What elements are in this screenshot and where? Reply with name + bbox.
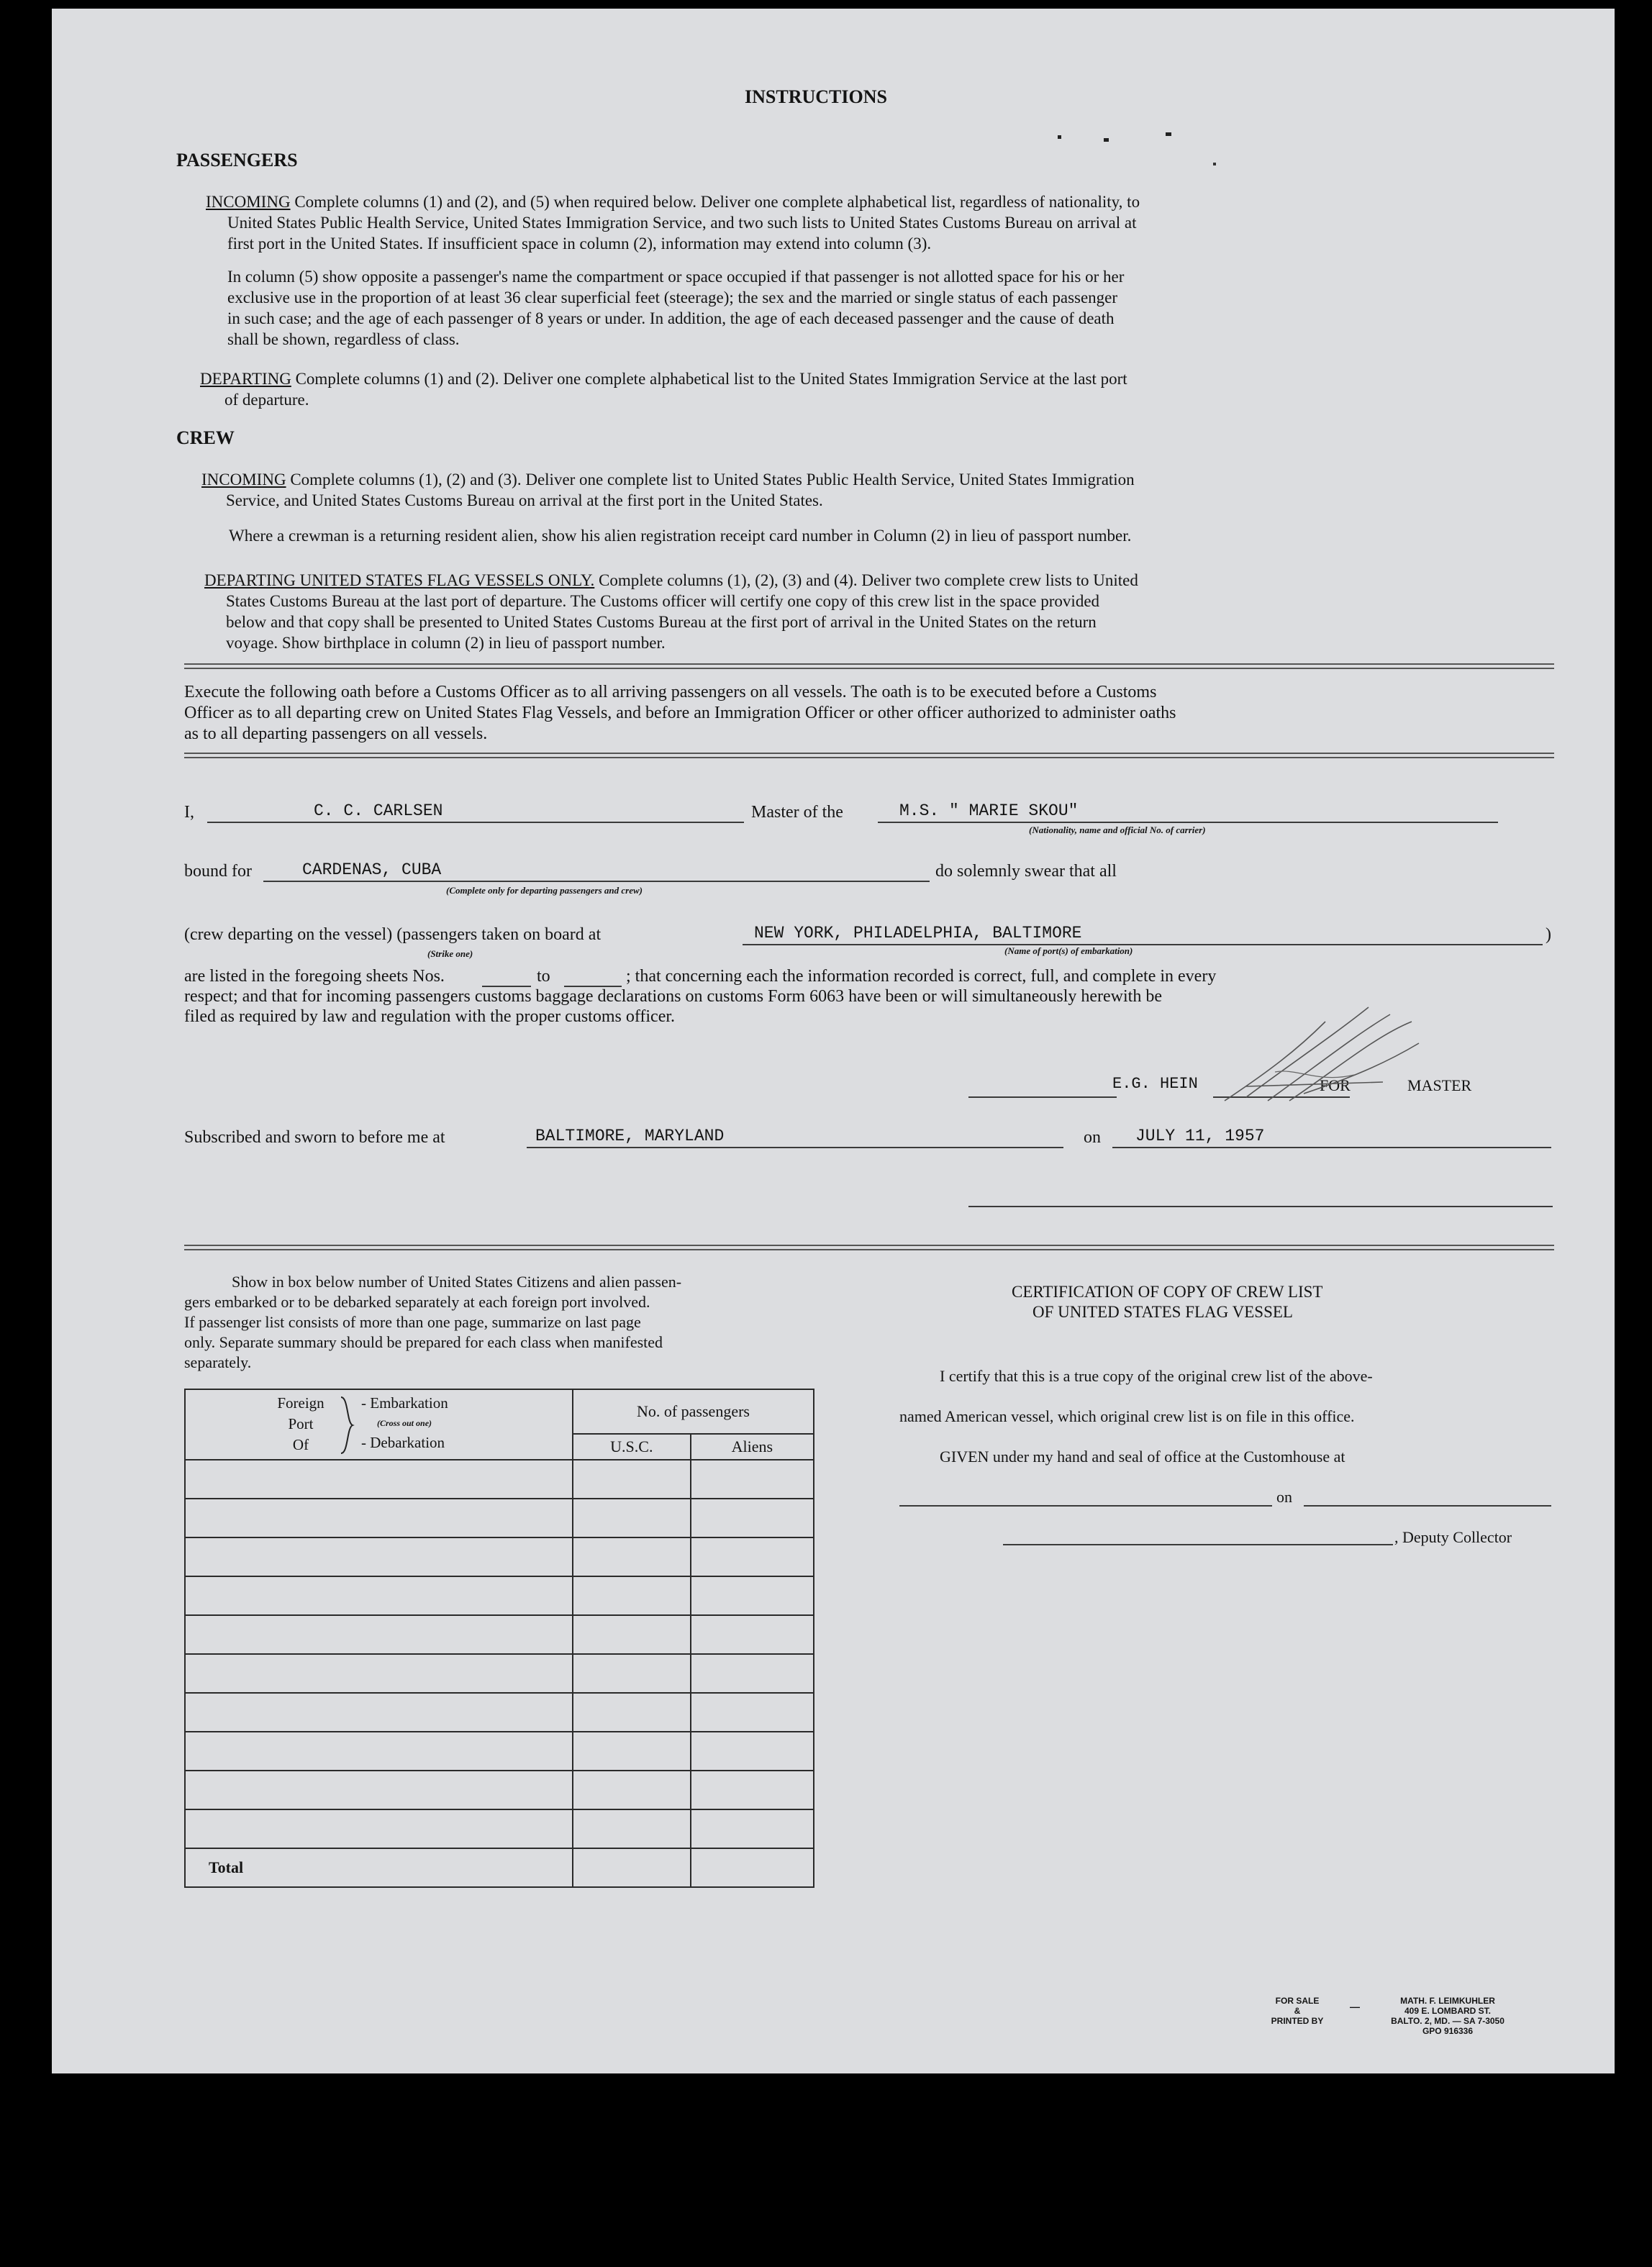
oath-intro-line: Officer as to all departing crew on United States Flag Vessels, and before an Immigration Officer or other officer authorized to administer oaths [184,704,1176,722]
sworn-place-line [527,1147,1063,1148]
usc-cell [573,1576,691,1615]
passengers-column5-line: exclusive use in the proportion of at least 36 clear superficial feet (steerage); the sex and the married or single status of each passenger [227,289,1118,306]
crew-heading: CREW [176,427,235,448]
master-label: MASTER [1407,1076,1472,1094]
aliens-cell [691,1615,814,1654]
listed-text-a: are listed in the foregoing sheets Nos. [184,967,445,986]
passengers-departing-paragraph [200,368,1127,410]
table-row [185,1576,814,1615]
summary-instructions-line: gers embarked or to be debarked separately at each foreign port involved. [184,1293,650,1311]
imprint-line: MATH. F. LEIMKUHLER [1400,1996,1495,2006]
imprint-separator: — [1350,2001,1360,2012]
vessel-line [878,822,1498,823]
deputy-collector-line [1003,1544,1393,1545]
total-label: Total [185,1848,573,1887]
crew-incoming-line: Complete columns (1), (2) and (3). Deliver one complete list to United States Public Health Service, United States Immigration [290,471,1135,489]
oath-intro [184,682,1176,745]
instructions-title: INSTRUCTIONS [745,86,887,107]
crew-passengers-text: (crew departing on the vessel) (passengers taken on board at [184,925,602,944]
brace-icon [338,1396,355,1455]
passengers-incoming-head: INCOMING [206,193,291,211]
table-row [185,1809,814,1848]
passengers-column5-line: in such case; and the age of each passenger of 8 years or under. In addition, the age of each deceased passenger and the cause of death [227,309,1115,327]
table-row [185,1499,814,1537]
vessel-caption: (Nationality, name and official No. of carrier) [1029,824,1206,835]
aliens-cell [691,1537,814,1576]
certification-line: GIVEN under my hand and seal of office at the Customhouse at [940,1448,1345,1466]
usc-cell [573,1732,691,1771]
i-label: I, [184,803,194,822]
port-cell [185,1460,573,1499]
debarkation-label: - Debarkation [361,1434,445,1451]
port-cell [185,1693,573,1732]
certification-line: named American vessel, which original crew list is on file in this office. [899,1407,1355,1425]
certification-title-line: OF UNITED STATES FLAG VESSEL [1032,1303,1293,1321]
passengers-departing-head: DEPARTING [200,370,291,388]
table-row [185,1615,814,1654]
aliens-cell [691,1809,814,1848]
certification-title-line: CERTIFICATION OF COPY OF CREW LIST [1012,1283,1323,1301]
bound-for-value: CARDENAS, CUBA [302,860,442,879]
oath-intro-line: as to all departing passengers on all vessels. [184,724,488,743]
crew-resident-line: Where a crewman is a returning resident alien, show his alien registration receipt card number in Column (2) in lieu of passport number. [229,527,1132,545]
usc-cell [573,1771,691,1809]
listed-text-b: ; that concerning each the information recorded is correct, full, and complete in every [626,967,1217,986]
table-row [185,1693,814,1732]
imprint-line: PRINTED BY [1271,2016,1324,2026]
bound-for-line [263,881,930,882]
port-cell [185,1615,573,1654]
crew-incoming-line: Service, and United States Customs Bureau on arrival at the first port in the United States. [226,491,823,509]
handwritten-signature-icon [1203,993,1505,1115]
aliens-cell [691,1732,814,1771]
aliens-cell [691,1654,814,1693]
master-of-label: Master of the [751,803,843,822]
document-page [52,9,1615,2073]
crew-departing-paragraph [204,570,1138,653]
aliens-cell [691,1771,814,1809]
for-label: FOR [1320,1076,1351,1094]
aliens-header: Aliens [691,1434,814,1460]
passengers-column5-paragraph [227,266,1124,350]
port-cell [185,1576,573,1615]
imprint-line: FOR SALE [1275,1996,1320,2006]
crew-departing-line: voyage. Show birthplace in column (2) in lieu of passport number. [226,634,666,652]
crew-incoming-paragraph [201,469,1135,511]
sworn-date-line [1112,1147,1551,1148]
usc-cell [573,1693,691,1732]
master-name-value: C. C. CARLSEN [314,801,443,820]
imprint-line: & [1294,2006,1301,2016]
table-row [185,1771,814,1809]
usc-total-cell [573,1848,691,1887]
passengers-departing-line: of departure. [224,391,309,409]
deputy-collector-label: , Deputy Collector [1394,1528,1512,1546]
sworn-date-value: JULY 11, 1957 [1135,1127,1265,1145]
passengers-departing-line: Complete columns (1) and (2). Deliver one complete alphabetical list to the United States Immigration Service at the last port [295,370,1127,388]
table-row [185,1537,814,1576]
port-cell [185,1771,573,1809]
customhouse-line [899,1505,1272,1507]
cross-out-label: (Cross out one) [377,1418,432,1428]
scan-speck [1213,163,1216,165]
master-name-line [207,822,744,823]
aliens-cell [691,1499,814,1537]
crew-departing-line: States Customs Bureau at the last port of departure. The Customs officer will certify one copy of this crew list in the space provided [226,592,1100,610]
passengers-incoming-line: first port in the United States. If insufficient space in column (2), information may extend into column (3). [227,235,932,253]
total-row [185,1848,814,1887]
official-signature-line [968,1206,1553,1207]
printer-imprint [1376,1996,1520,2036]
summary-instructions-line: separately. [184,1353,252,1371]
crew-departing-line: below and that copy shall be presented to United States Customs Bureau at the first port of arrival in the United States on the return [226,613,1097,631]
port-cell [185,1809,573,1848]
strike-caption: (Strike one) [427,948,473,959]
bound-caption: (Complete only for departing passengers and crew) [446,885,643,896]
aliens-cell [691,1693,814,1732]
port-cell [185,1537,573,1576]
sworn-place-value: BALTIMORE, MARYLAND [535,1127,725,1145]
port-label: Port [288,1415,314,1432]
crew-departing-line: Complete columns (1), (2), (3) and (4). Deliver two complete crew lists to United [599,571,1138,589]
ports-line [743,944,1543,945]
cert-on-label: on [1276,1488,1292,1506]
table-row [185,1460,814,1499]
port-cell [185,1732,573,1771]
for-sale-imprint [1258,1996,1337,2026]
usc-header: U.S.C. [573,1434,691,1460]
passengers-column5-line: In column (5) show opposite a passenger's name the compartment or space occupied if that passenger is not allotted space for his or her [227,268,1125,286]
usc-cell [573,1460,691,1499]
imprint-line: GPO 916336 [1422,2026,1474,2036]
listed-to-label: to [537,967,550,986]
scan-speck [1104,138,1109,142]
divider [184,1245,1554,1250]
usc-cell [573,1537,691,1576]
aliens-cell [691,1460,814,1499]
port-cell [185,1654,573,1693]
summary-instructions-line: only. Separate summary should be prepared for each class when manifested [184,1333,663,1351]
oath-intro-line: Execute the following oath before a Customs Officer as to all arriving passengers on all vessels. The oath is to be executed before a Customs [184,683,1157,701]
crew-incoming-head: INCOMING [201,471,286,489]
swear-label: do solemnly swear that all [935,862,1117,881]
imprint-line: 409 E. LOMBARD ST. [1404,2006,1492,2016]
passengers-column5-line: shall be shown, regardless of class. [227,330,460,348]
subscribed-label: Subscribed and sworn to before me at [184,1128,445,1147]
on-label: on [1084,1128,1101,1147]
aliens-cell [691,1576,814,1615]
passengers-heading: PASSENGERS [176,150,298,171]
port-cell [185,1499,573,1537]
of-label: Of [292,1436,309,1453]
foreign-label: Foreign [277,1394,324,1412]
table-row [185,1654,814,1693]
crew-departing-head: DEPARTING UNITED STATES FLAG VESSELS ONLY. [204,571,595,589]
cert-date-line [1304,1505,1551,1507]
aliens-total-cell [691,1848,814,1887]
bound-for-label: bound for [184,862,252,881]
filed-line: filed as required by law and regulation with the proper customs officer. [184,1007,676,1026]
scan-speck [1166,132,1171,136]
usc-cell [573,1615,691,1654]
table-row [185,1732,814,1771]
certification-title [1012,1282,1323,1322]
signature-line [968,1096,1117,1098]
usc-cell [573,1499,691,1537]
passenger-summary-table [184,1389,814,1888]
usc-cell [573,1654,691,1693]
summary-instructions-line: If passenger list consists of more than one page, summarize on last page [184,1313,641,1331]
ports-caption: (Name of port(s) of embarkation) [1004,945,1133,956]
passengers-incoming-paragraph [206,191,1140,254]
signer-value: E.G. HEIN [1112,1075,1198,1093]
passengers-incoming-line: Complete columns (1) and (2), and (5) when required below. Deliver one complete alphabetical list, regardless of nationality, to [294,193,1140,211]
scan-speck [1058,135,1061,139]
divider [184,663,1554,669]
close-paren: ) [1546,925,1551,944]
ports-value: NEW YORK, PHILADELPHIA, BALTIMORE [754,924,1082,942]
respect-line: respect; and that for incoming passengers customs baggage declarations on customs Form 6063 have been or will simultaneously herewith be [184,987,1162,1006]
embarkation-label: - Embarkation [361,1394,448,1412]
vessel-value: M.S. " MARIE SKOU" [899,801,1079,820]
summary-instructions-line: Show in box below number of United States Citizens and alien passen- [232,1273,682,1291]
divider [184,753,1554,758]
passengers-incoming-line: United States Public Health Service, United States Immigration Service, and two such lists to United States Customs Bureau on arrival at [227,214,1137,232]
no-passengers-header: No. of passengers [573,1389,814,1434]
port-header-cell [185,1389,573,1460]
imprint-line: BALTO. 2, MD. — SA 7-3050 [1391,2016,1504,2026]
usc-cell [573,1809,691,1848]
certification-line: I certify that this is a true copy of the original crew list of the above- [940,1367,1373,1385]
summary-instructions [184,1272,681,1373]
